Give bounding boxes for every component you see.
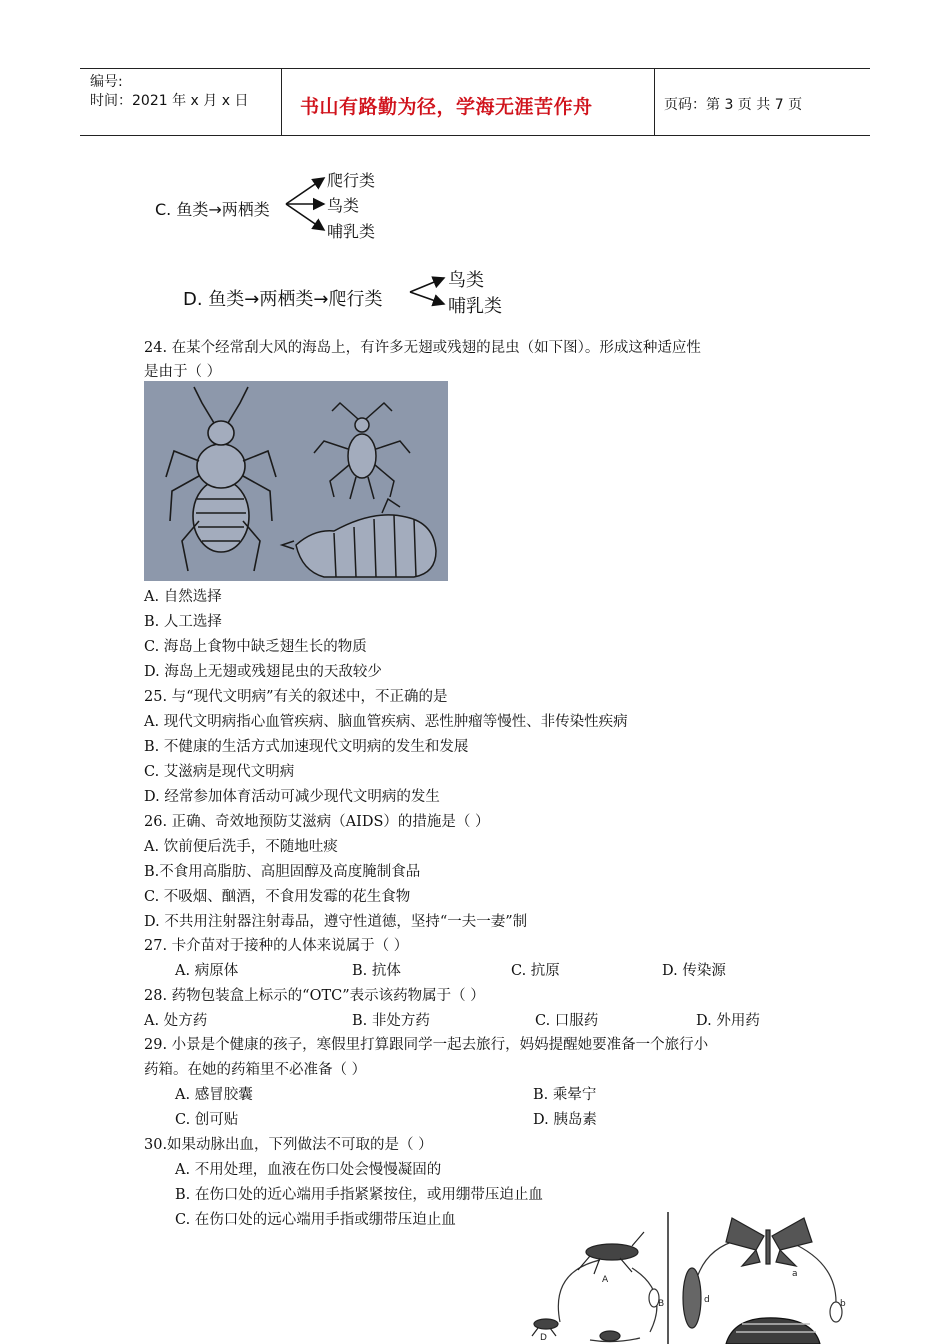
- q27-option-d: D. 传染源: [662, 963, 726, 979]
- q24-stem-line2: 是由于（ ）: [144, 364, 222, 380]
- header-divider-left: [281, 68, 282, 135]
- q24-option-c: C. 海岛上食物中缺乏翅生长的物质: [144, 639, 367, 655]
- q25-stem: 25. 与“现代文明病”有关的叙述中，不正确的是: [144, 689, 448, 705]
- option-c-sequence: C. 鱼类→两栖类: [155, 200, 270, 219]
- q26-option-d: D. 不共用注射器注射毒品，遵守性道德，坚持“一夫一妻”制: [144, 914, 528, 930]
- q25-option-b: B. 不健康的生活方式加速现代文明病的发生和发展: [144, 739, 469, 755]
- q29-option-d: D. 胰岛素: [533, 1112, 597, 1128]
- q25-option-d: D. 经常参加体育活动可减少现代文明病的发生: [144, 789, 440, 805]
- q27-stem: 27. 卡介苗对于接种的人体来说属于（ ）: [144, 938, 409, 954]
- option-c-branch-reptile: 爬行类: [327, 171, 376, 190]
- q30-stem: 30.如果动脉出血，下列做法不可取的是（ ）: [144, 1137, 433, 1153]
- q29-option-b: B. 乘晕宁: [533, 1087, 597, 1103]
- q28-option-a: A. 处方药: [144, 1013, 208, 1029]
- lifecycle-label-B: B: [658, 1299, 665, 1309]
- q28-option-c: C. 口服药: [535, 1013, 599, 1029]
- option-d-branch-bird: 鸟类: [448, 270, 484, 291]
- lifecycle-label-a: a: [792, 1269, 798, 1279]
- butterfly-cycle: [683, 1218, 842, 1344]
- q29-option-c: C. 创可贴: [175, 1112, 239, 1128]
- header-bottom-rule: [80, 135, 870, 136]
- lifecycle-label-A: A: [602, 1275, 609, 1285]
- header-time-label: 时间：2021 年 x 月 x 日: [90, 93, 249, 109]
- q27-option-a: A. 病原体: [175, 963, 239, 979]
- option-d-sequence: D. 鱼类→两栖类→爬行类: [183, 289, 383, 310]
- q29-stem-line2: 药箱。在她的药箱里不必准备（ ）: [144, 1062, 367, 1078]
- lifecycle-label-b: b: [840, 1299, 846, 1309]
- q24-option-b: B. 人工选择: [144, 614, 222, 630]
- header-page-label: 页码：第 3 页 共 7 页: [664, 97, 803, 113]
- q24-option-d: D. 海岛上无翅或残翅昆虫的天敌较少: [144, 664, 382, 680]
- q27-option-c: C. 抗原: [511, 963, 560, 979]
- grasshopper-cycle: [532, 1232, 659, 1342]
- header-divider-right: [654, 68, 655, 135]
- insects-image: [144, 381, 448, 581]
- header-motto: 书山有路勤为径，学海无涯苦作舟: [300, 96, 593, 118]
- option-c-branch-arrows: [284, 170, 330, 236]
- q24-stem-line1: 24. 在某个经常刮大风的海岛上，有许多无翅或残翅的昆虫（如下图）。形成这种适应性: [144, 340, 701, 356]
- option-d-branch-arrows: [408, 268, 450, 312]
- q28-stem: 28. 药物包装盒上标示的“OTC”表示该药物属于（ ）: [144, 988, 485, 1004]
- q24-option-a: A. 自然选择: [144, 589, 222, 605]
- option-c-branch-mammal: 哺乳类: [327, 222, 376, 241]
- insect-lifecycle-figure: [520, 1212, 856, 1344]
- q25-option-c: C. 艾滋病是现代文明病: [144, 764, 295, 780]
- option-c-branch-bird: 鸟类: [327, 196, 360, 215]
- header-top-rule: [80, 68, 870, 69]
- q30-option-b: B. 在伤口处的近心端用手指紧紧按住，或用绷带压迫止血: [175, 1187, 543, 1203]
- q26-option-c: C. 不吸烟、酗酒，不食用发霉的花生食物: [144, 889, 411, 905]
- q25-option-a: A. 现代文明病指心血管疾病、脑血管疾病、恶性肿瘤等慢性、非传染性疾病: [144, 714, 628, 730]
- lifecycle-label-d: d: [704, 1295, 710, 1305]
- option-d-branch-mammal: 哺乳类: [448, 296, 502, 317]
- q29-option-a: A. 感冒胶囊: [175, 1087, 253, 1103]
- q28-option-b: B. 非处方药: [352, 1013, 430, 1029]
- q30-option-a: A. 不用处理，血液在伤口处会慢慢凝固的: [175, 1162, 442, 1178]
- q26-option-b: B.不食用高脂肪、高胆固醇及高度腌制食品: [144, 864, 421, 880]
- q26-option-a: A. 饮前便后洗手，不随地吐痰: [144, 839, 338, 855]
- q29-stem-line1: 29. 小景是个健康的孩子，寒假里打算跟同学一起去旅行，妈妈提醒她要准备一个旅行小: [144, 1037, 709, 1053]
- q30-option-c: C. 在伤口处的远心端用手指或绷带压迫止血: [175, 1212, 456, 1228]
- q26-stem: 26. 正确、奇效地预防艾滋病（AIDS）的措施是（ ）: [144, 814, 490, 830]
- lifecycle-label-D: D: [540, 1333, 547, 1343]
- q27-option-b: B. 抗体: [352, 963, 401, 979]
- q28-option-d: D. 外用药: [696, 1013, 760, 1029]
- header-serial-label: 编号:: [90, 74, 123, 90]
